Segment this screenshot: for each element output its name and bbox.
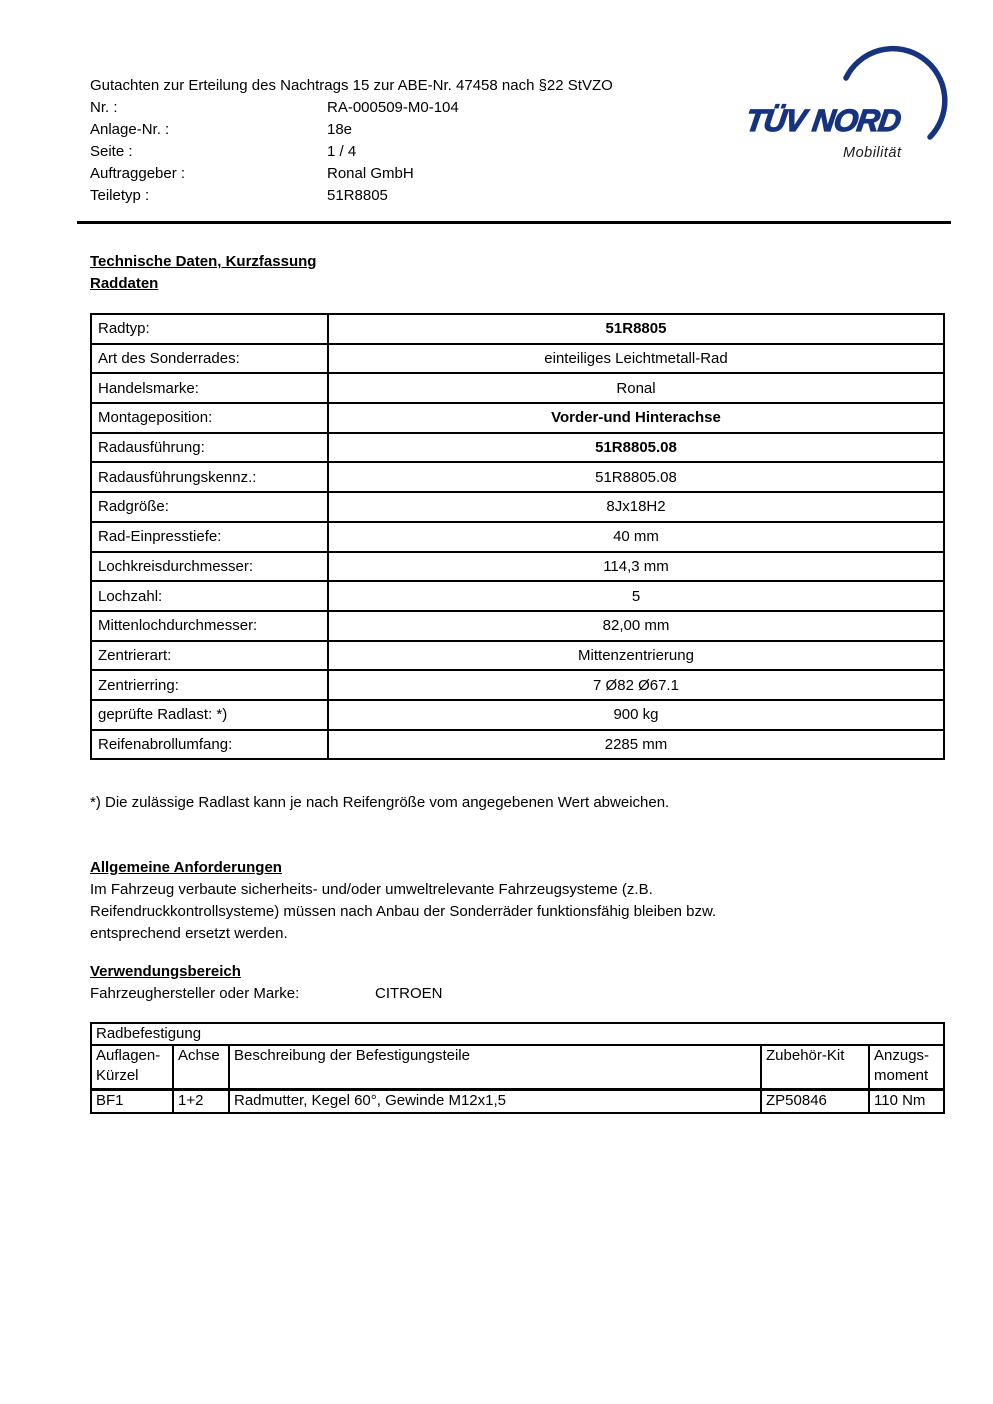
row-value: Ronal bbox=[328, 373, 944, 403]
row-label: Montageposition: bbox=[91, 403, 328, 433]
row-value: 7 Ø82 Ø67.1 bbox=[328, 670, 944, 700]
row-label: Radtyp: bbox=[91, 314, 328, 344]
header-divider bbox=[77, 221, 951, 224]
table-row bbox=[91, 641, 944, 671]
row-label: Lochzahl: bbox=[91, 581, 328, 611]
header-field-teiletyp bbox=[90, 185, 750, 207]
row-value: 51R8805.08 bbox=[328, 462, 944, 492]
row-value: 40 mm bbox=[328, 522, 944, 552]
wheel-data-table bbox=[90, 313, 945, 760]
row-label: Zentrierring: bbox=[91, 670, 328, 700]
header-field-seite bbox=[90, 141, 750, 163]
row-value: einteiliges Leichtmetall-Rad bbox=[328, 344, 944, 374]
manufacturer-line bbox=[90, 983, 443, 1005]
table-row bbox=[91, 522, 944, 552]
table-row bbox=[91, 700, 944, 730]
section-headings bbox=[90, 251, 316, 295]
column-header: Achse bbox=[173, 1045, 229, 1089]
manufacturer-label: Fahrzeughersteller oder Marke: bbox=[90, 985, 300, 1002]
row-label: Reifenabrollumfang: bbox=[91, 730, 328, 760]
document-title: Gutachten zur Erteilung des Nachtrags 15 zur ABE-Nr. 47458 nach §22 StVZO bbox=[90, 77, 613, 94]
column-header: Zubehör-Kit bbox=[761, 1045, 869, 1089]
logo-tagline: Mobilität bbox=[843, 145, 902, 161]
table-row bbox=[91, 462, 944, 492]
column-header: Beschreibung der Befestigungsteile bbox=[229, 1045, 761, 1089]
tuv-nord-logo bbox=[740, 30, 965, 180]
field-value: RA-000509-M0-104 bbox=[327, 99, 459, 116]
table-row bbox=[91, 730, 944, 760]
row-label: Lochkreisdurchmesser: bbox=[91, 552, 328, 582]
row-label: Radausführung: bbox=[91, 433, 328, 463]
wheel-fastening-table bbox=[90, 1022, 945, 1114]
row-label: geprüfte Radlast: *) bbox=[91, 700, 328, 730]
tech-data-heading: Technische Daten, Kurzfassung bbox=[90, 253, 317, 270]
row-value: 5 bbox=[328, 581, 944, 611]
manufacturer-value: CITROEN bbox=[375, 985, 443, 1002]
field-label: Seite : bbox=[90, 143, 133, 160]
usage-heading: Verwendungsbereich bbox=[90, 963, 241, 980]
fastening-title-row bbox=[91, 1023, 944, 1045]
row-label: Rad-Einpresstiefe: bbox=[91, 522, 328, 552]
row-label: Handelsmarke: bbox=[91, 373, 328, 403]
table-row bbox=[91, 433, 944, 463]
row-value: 82,00 mm bbox=[328, 611, 944, 641]
cell-kuerzel: BF1 bbox=[91, 1089, 173, 1113]
row-value: 900 kg bbox=[328, 700, 944, 730]
row-value: 8Jx18H2 bbox=[328, 492, 944, 522]
table-row bbox=[91, 403, 944, 433]
general-requirements-section bbox=[90, 857, 716, 945]
field-label: Nr. : bbox=[90, 99, 118, 116]
column-header: Anzugs-moment bbox=[869, 1045, 944, 1089]
table-row bbox=[91, 344, 944, 374]
requirements-line: Im Fahrzeug verbaute sicherheits- und/oder umweltrelevante Fahrzeugsysteme (z.B. bbox=[90, 881, 653, 898]
field-value: 51R8805 bbox=[327, 187, 388, 204]
cell-zubehoer-kit: ZP50846 bbox=[761, 1089, 869, 1113]
row-label: Art des Sonderrades: bbox=[91, 344, 328, 374]
row-label: Zentrierart: bbox=[91, 641, 328, 671]
cell-anzugsmoment: 110 Nm bbox=[869, 1089, 944, 1113]
table-row bbox=[91, 552, 944, 582]
cell-achse: 1+2 bbox=[173, 1089, 229, 1113]
general-requirements-heading: Allgemeine Anforderungen bbox=[90, 859, 282, 876]
usage-section bbox=[90, 961, 443, 1005]
table-row bbox=[91, 314, 944, 344]
requirements-line: entsprechend ersetzt werden. bbox=[90, 925, 288, 942]
radlast-footnote: *) Die zulässige Radlast kann je nach Reifengröße vom angegebenen Wert abweichen. bbox=[90, 794, 670, 811]
table-row bbox=[91, 492, 944, 522]
logo-brand-text: TÜV NORD bbox=[743, 103, 903, 138]
row-label: Radausführungskennz.: bbox=[91, 462, 328, 492]
header-field-anlage bbox=[90, 119, 750, 141]
fastening-table-title: Radbefestigung bbox=[91, 1023, 944, 1045]
table-row bbox=[91, 611, 944, 641]
row-value: Mittenzentrierung bbox=[328, 641, 944, 671]
fastening-header-row bbox=[91, 1045, 944, 1089]
field-value: 1 / 4 bbox=[327, 143, 357, 160]
document-header bbox=[90, 75, 750, 207]
column-header: Auflagen-Kürzel bbox=[91, 1045, 173, 1089]
raddaten-heading: Raddaten bbox=[90, 275, 159, 292]
table-row bbox=[91, 670, 944, 700]
field-value: 18e bbox=[327, 121, 353, 138]
row-value: 2285 mm bbox=[328, 730, 944, 760]
field-label: Auftraggeber : bbox=[90, 165, 186, 182]
row-value: 51R8805.08 bbox=[328, 433, 944, 463]
field-label: Teiletyp : bbox=[90, 187, 150, 204]
row-label: Mittenlochdurchmesser: bbox=[91, 611, 328, 641]
cell-beschreibung: Radmutter, Kegel 60°, Gewinde M12x1,5 bbox=[229, 1089, 761, 1113]
header-field-nr bbox=[90, 97, 750, 119]
table-row bbox=[91, 581, 944, 611]
field-label: Anlage-Nr. : bbox=[90, 121, 170, 138]
row-value: Vorder-und Hinterachse bbox=[328, 403, 944, 433]
row-value: 51R8805 bbox=[328, 314, 944, 344]
table-row bbox=[91, 373, 944, 403]
row-value: 114,3 mm bbox=[328, 552, 944, 582]
header-field-auftraggeber bbox=[90, 163, 750, 185]
requirements-line: Reifendruckkontrollsysteme) müssen nach Anbau der Sonderräder funktionsfähig bleiben bzw. bbox=[90, 903, 717, 920]
field-value: Ronal GmbH bbox=[327, 165, 414, 182]
row-label: Radgröße: bbox=[91, 492, 328, 522]
fastening-data-row bbox=[91, 1089, 944, 1113]
